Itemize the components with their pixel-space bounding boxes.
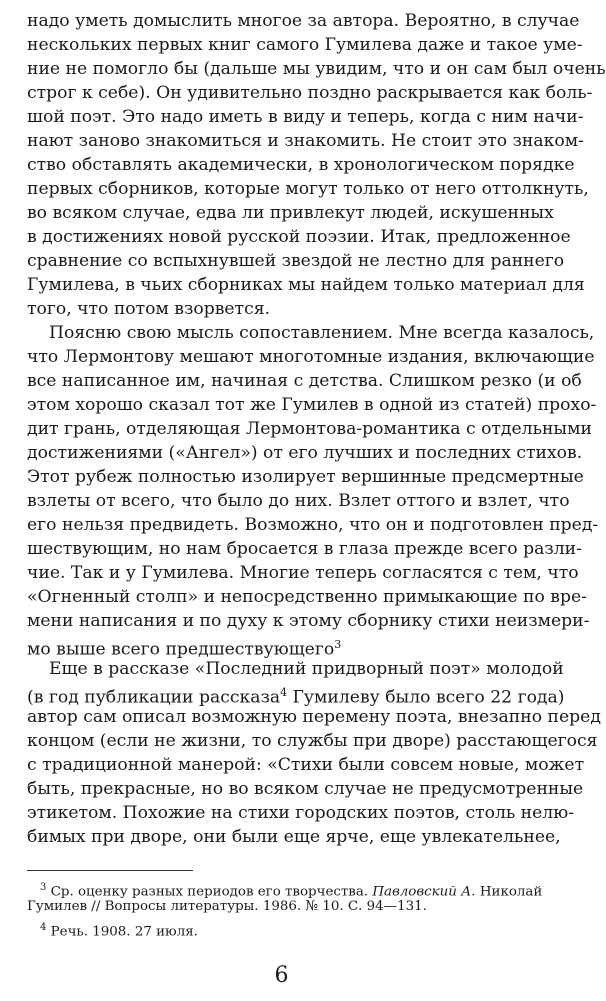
text-line: Еще в рассказе «Последний придворный поэт» молодой [49, 659, 564, 679]
text-line: Этот рубеж полностью изолирует вершинные предсмертные [27, 467, 584, 487]
text-line: его нельзя предвидеть. Возможно, что он и подготовлен пред- [27, 515, 599, 535]
text-line: с традиционной манерой: «Стихи были совсем новые, может [27, 755, 585, 775]
text-fragment: (в год публикации рассказа [27, 687, 281, 708]
footnote [40, 878, 543, 900]
text-line: сравнение со вспыхнувшей звездой не лестно для раннего [27, 251, 565, 271]
footnote-divider [27, 870, 193, 871]
text-line: шествующим, но нам бросается в глаза прежде всего разли- [27, 539, 582, 559]
text-line: Поясню свою мысль сопоставлением. Мне всегда казалось, [49, 323, 595, 343]
text-line: нескольких первых книг самого Гумилева даже и такое уме- [27, 35, 583, 55]
text-line: быть, прекрасные, но во всяком случае не предусмотренные [27, 779, 584, 799]
footnote-ref: 3 [334, 638, 342, 651]
text-fragment: мо выше всего предшествующего [27, 639, 335, 660]
text-line: нают заново знакомиться и знакомить. Не стоит это знаком- [27, 131, 584, 151]
footnote-author: Павловский А. [372, 884, 476, 900]
footnote-text: Ср. оценку разных периодов его творчества. [50, 884, 369, 900]
text-line: первых сборников, которые могут только от него оттолкнуть, [27, 179, 589, 199]
text-line: мени написания и по духу к этому сборнику стихи неизмери- [27, 611, 590, 631]
footnote-mark: 3 [40, 882, 47, 893]
text-line: что Лермонтову мешают многотомные издания, включающие [27, 347, 595, 367]
text-line: надо уметь домыслить многое за автора. Вероятно, в случае [27, 11, 580, 31]
text-line: этом хорошо сказал тот же Гумилев в одной из статей) прохо- [27, 395, 597, 415]
text-line: концом (если не жизни, то службы при дворе) расстающегося [27, 731, 598, 751]
footnote-mark: 4 [40, 922, 47, 933]
text-line: во всяком случае, едва ли привлекут людей, искушенных [27, 203, 554, 223]
text-line: шой поэт. Это надо иметь в виду и теперь, когда с ним начи- [27, 107, 584, 127]
text-line: бимых при дворе, они были еще ярче, еще увлекательнее, [27, 827, 561, 847]
text-line: Гумилева, в чьих сборниках мы найдем только материал для [27, 275, 585, 295]
text-line: все написанное им, начиная с детства. Слишком резко (и об [27, 371, 582, 391]
text-line: этикетом. Похожие на стихи городских поэтов, столь нелю- [27, 803, 574, 823]
text-line: в достижениях новой русской поэзии. Итак, предложенное [27, 227, 571, 247]
text-line: того, что потом взорвется. [27, 299, 271, 319]
text-line: взлеты от всего, что было до них. Взлет оттого и взлет, что [27, 491, 570, 511]
text-line: достижениями («Ангел») от его лучших и последних стихов. [27, 443, 583, 463]
footnote-ref: 4 [280, 686, 288, 699]
text-line: ние не помогло бы (дальше мы увидим, что и он сам был очень [27, 59, 606, 79]
text-line: строг к себе). Он удивительно поздно раскрывается как боль- [27, 83, 593, 103]
footnote: Гумилев // Вопросы литературы. 1986. № 10. С. 94—131. [27, 899, 427, 914]
footnote [40, 918, 538, 940]
footnote-text: Николай [479, 884, 543, 900]
text-line: автор сам описал возможную перемену поэта, внезапно перед [27, 707, 601, 727]
text-line [27, 633, 538, 660]
page-number: 6 [274, 963, 289, 988]
text-line [27, 681, 565, 708]
text-line: ство обставлять академически, в хронологическом порядке [27, 155, 575, 175]
text-fragment: Гумилеву было всего 22 года) [292, 687, 565, 708]
text-line: чие. Так и у Гумилева. Многие теперь согласятся с тем, что [27, 563, 579, 583]
text-line: «Огненный столп» и непосредственно примыкающие по вре- [27, 587, 587, 607]
footnote-text: Речь. 1908. 27 июля. [50, 924, 198, 940]
text-line: дит грань, отделяющая Лермонтова-романтика с отдельными [27, 419, 592, 439]
